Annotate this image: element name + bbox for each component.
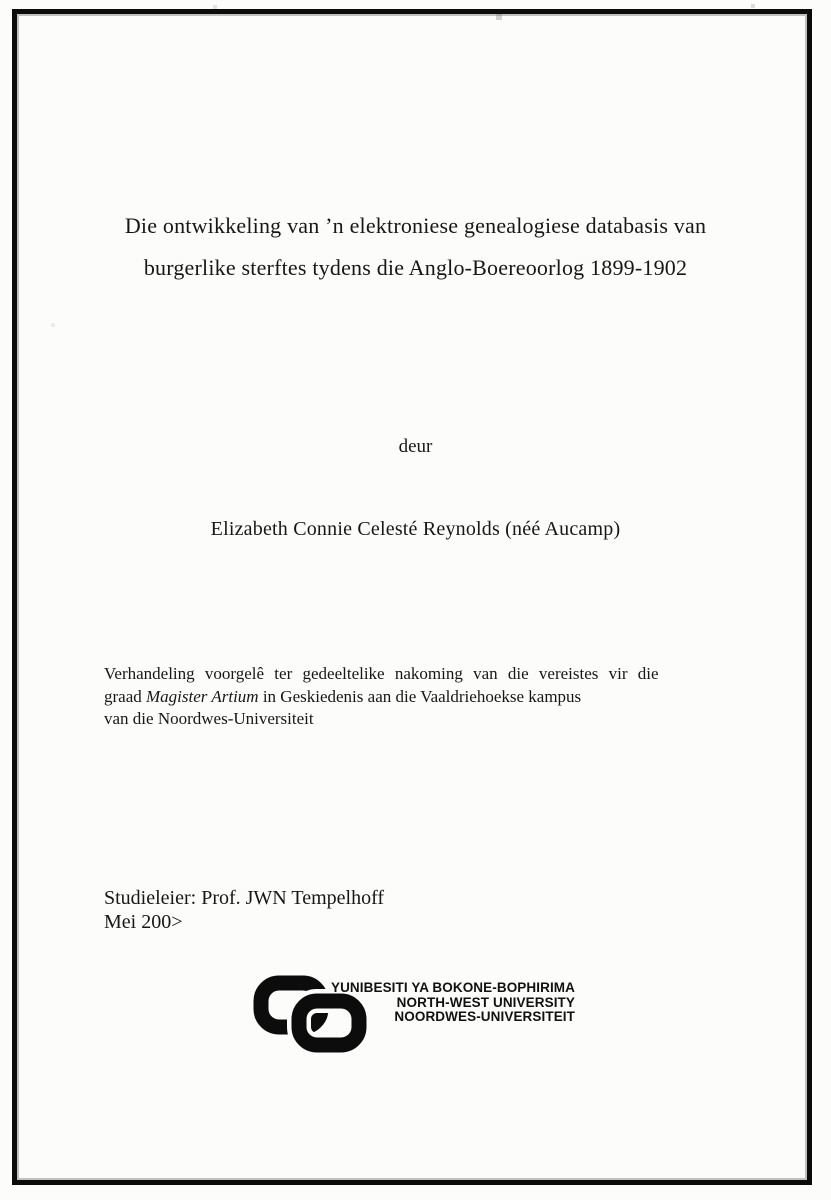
date-line: Mei 200>	[104, 911, 183, 933]
degree-name-italic: Magister Artium	[146, 686, 259, 706]
degree-statement-line-3: van die Noordwes-Universiteit	[104, 709, 314, 728]
thesis-title	[40, 205, 791, 289]
degree-statement-line-2-suffix: in Geskiedenis aan die Vaaldriehoekse kampus	[258, 686, 582, 706]
scan-noise-specks	[0, 0, 2, 2]
supervisor-block	[104, 886, 384, 934]
nwu-logo-text-line-3: NOORDWES-UNIVERSITEIT	[394, 1009, 575, 1025]
byline-deur: deur	[398, 436, 433, 457]
supervisor-line: Studieleier: Prof. JWN Tempelhoff	[104, 887, 385, 909]
nwu-logo-text-line-1: YUNIBESITI YA BOKONE-BOPHIRIMA	[330, 980, 575, 995]
thesis-title-line-2: burgerlike sterftes tydens die Anglo-Boereoorlog 1899-1902	[143, 255, 688, 280]
degree-statement-line-1: Verhandeling voorgelê ter gedeeltelike nakoming van die vereistes vir die	[104, 664, 659, 683]
author-name: Elizabeth Connie Celesté Reynolds (néé Aucamp)	[210, 518, 621, 540]
nwu-logo-text-line-2: NORTH-WEST UNIVERSITY	[396, 994, 575, 1010]
degree-statement	[104, 663, 744, 731]
nwu-logo-text	[300, 981, 575, 1025]
degree-statement-line-2-prefix: graad	[104, 686, 147, 706]
thesis-title-line-1: Die ontwikkeling van ’n elektroniese genealogiese databasis van	[124, 213, 707, 238]
nwu-logo	[253, 972, 583, 1054]
degree-statement-line-2	[104, 686, 744, 709]
